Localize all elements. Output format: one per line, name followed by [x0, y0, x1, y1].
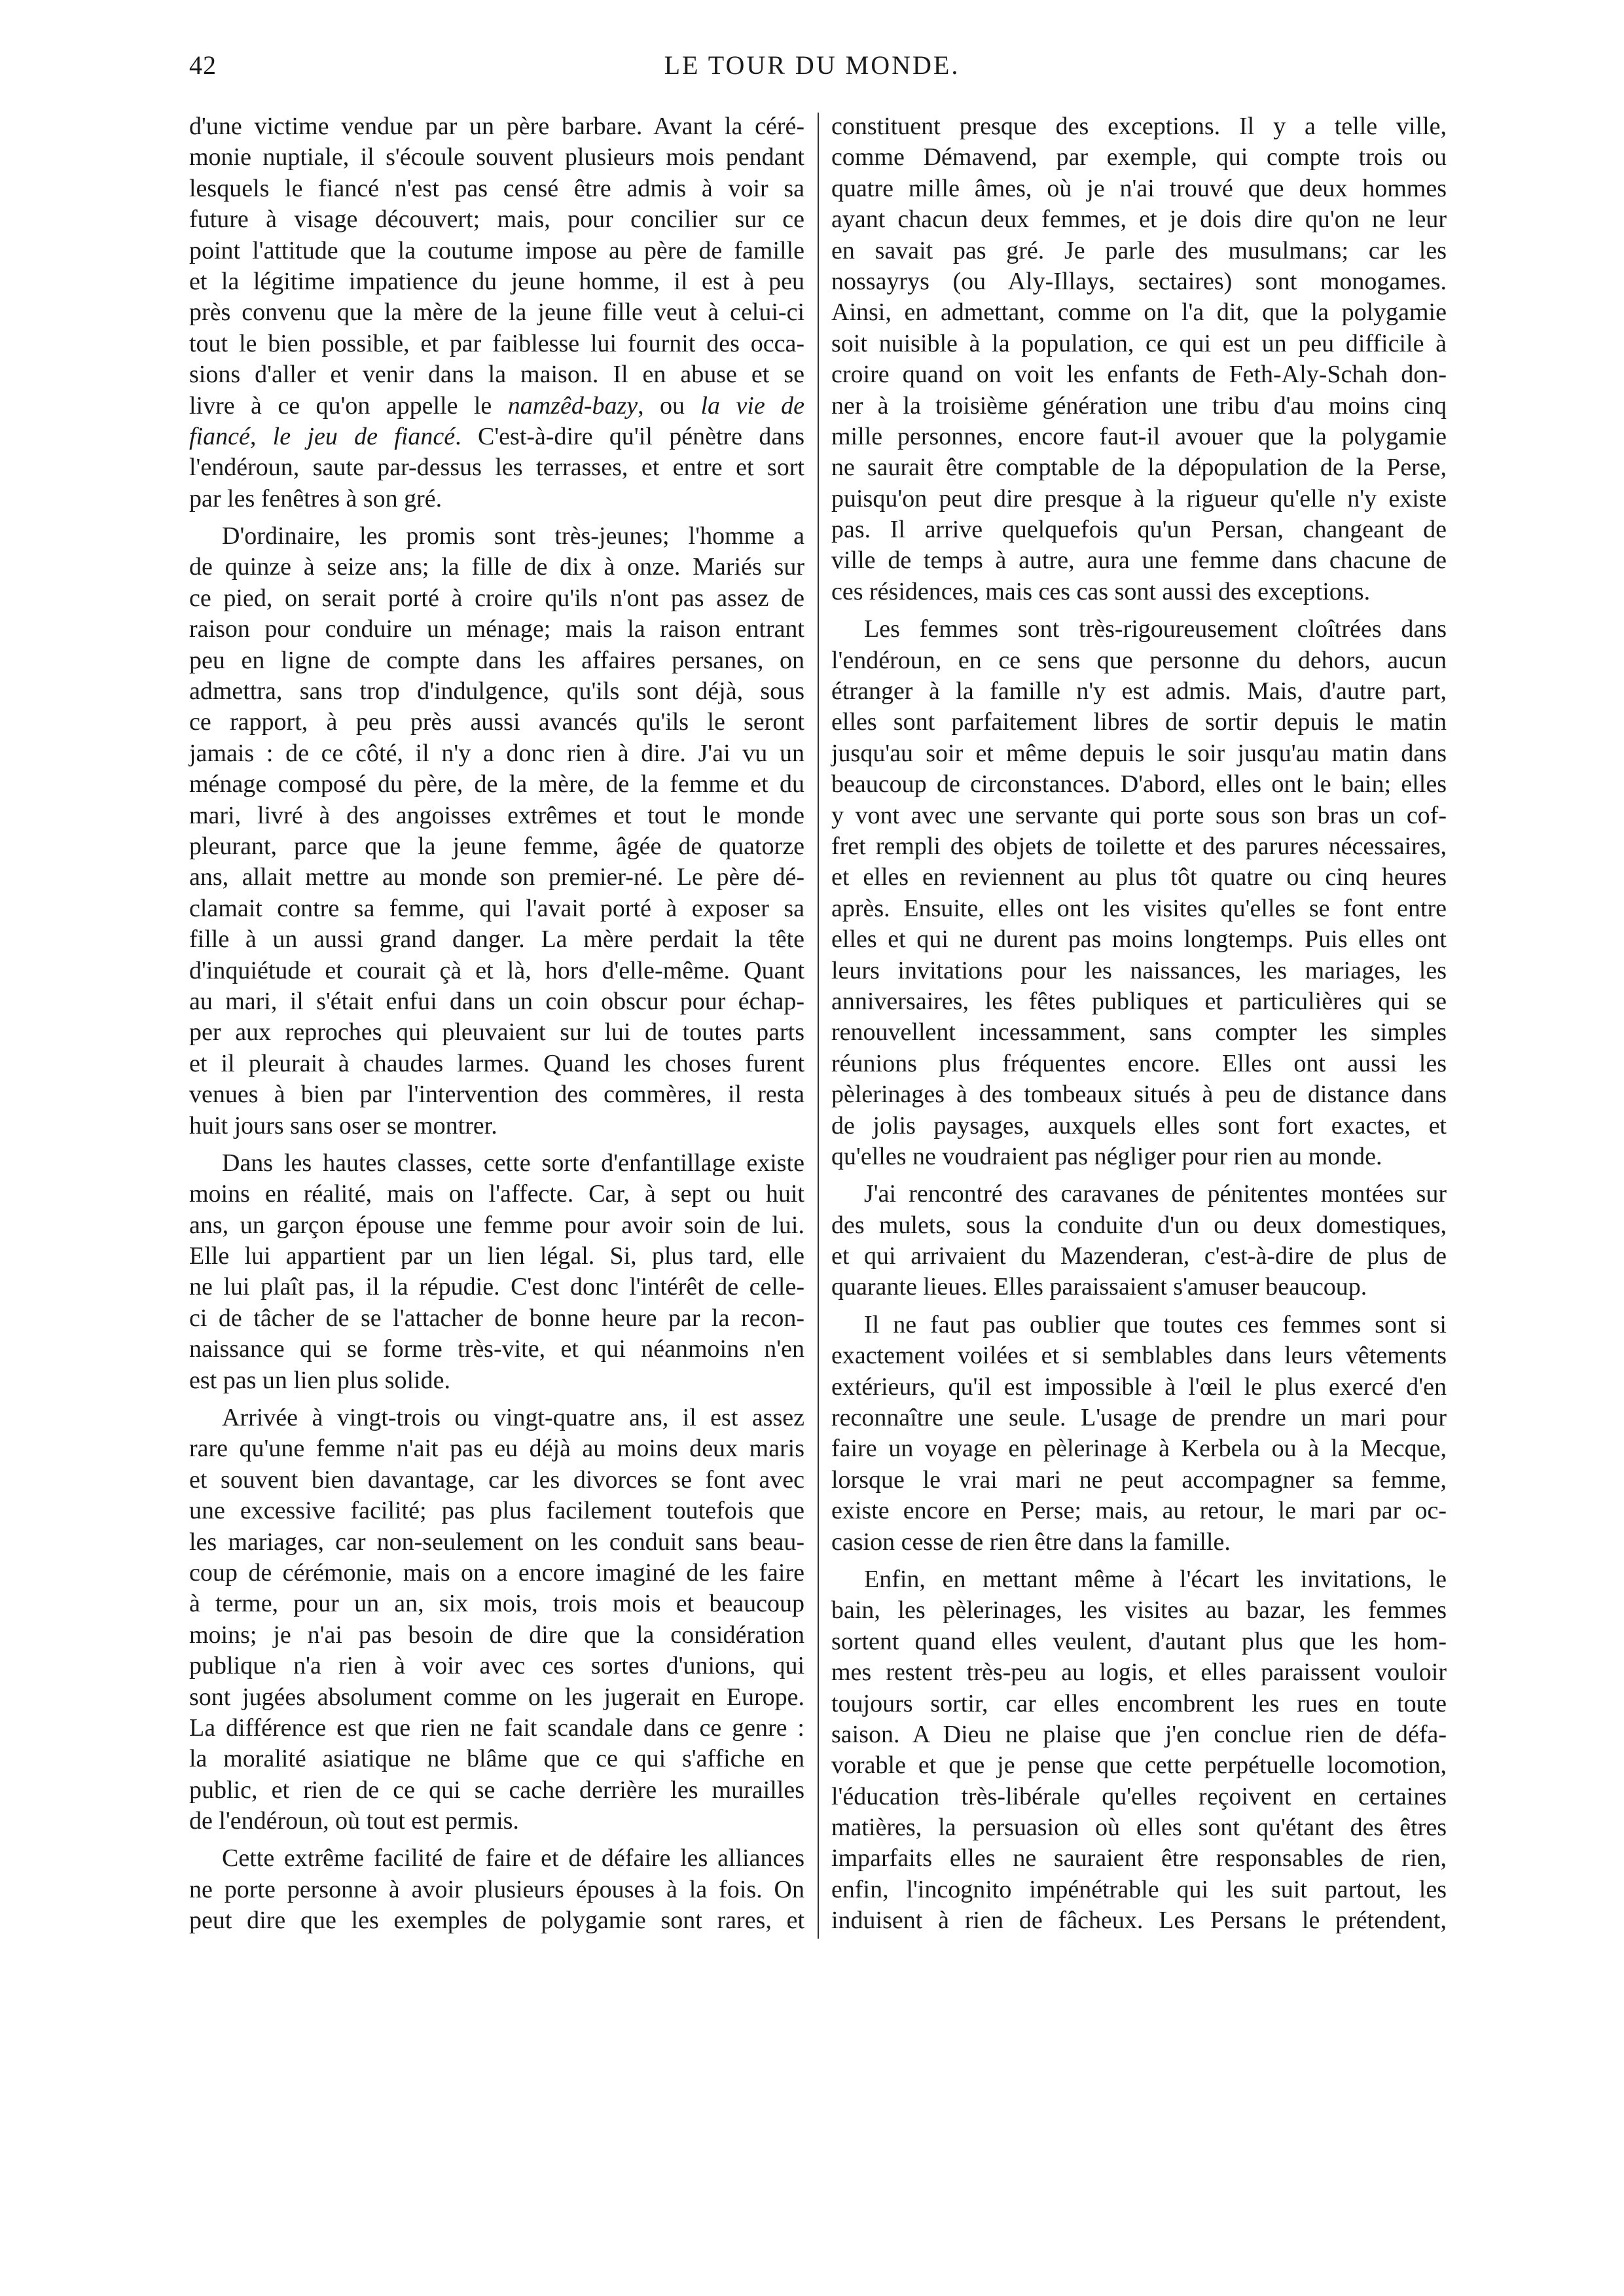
text-line-content: Elle lui appartient par un lien légal. Si, plus tard, elle: [189, 1242, 804, 1270]
text-line: [831, 1049, 1447, 1079]
text-line: [189, 1241, 804, 1272]
text-line-content: moins; je n'ai pas besoin de dire que la considération: [189, 1621, 804, 1649]
text-line-content: Dans les hautes classes, cette sorte d'enfantillage existe: [222, 1149, 804, 1177]
text-line: [189, 1403, 804, 1433]
text-line-content: reconnaître une seule. L'usage de prendre un mari pour: [831, 1404, 1447, 1432]
text-line-content: Arrivée à vingt-trois ou vingt-quatre ans, il est assez: [222, 1404, 804, 1432]
text-line: [831, 422, 1447, 452]
text-line-content: d'une victime vendue par un père barbare. Avant la céré-: [189, 113, 804, 140]
text-line: [189, 1365, 804, 1396]
text-line: [831, 266, 1447, 297]
text-line-content: ci de tâcher de se l'attacher de bonne heure par la recon-: [189, 1304, 804, 1332]
text-line: [831, 1843, 1447, 1874]
text-line: [189, 831, 804, 862]
text-line: [189, 738, 804, 769]
text-line-content: l'endéroun, saute par-dessus les terrasses, et entre et sort: [189, 454, 804, 482]
text-line: [831, 329, 1447, 359]
text-line: [189, 583, 804, 614]
text-line: [831, 831, 1447, 862]
text-line-content: ne porte personne à avoir plusieurs épouses à la fois. On: [189, 1875, 804, 1903]
text-line: [189, 1272, 804, 1302]
text-line: [189, 1682, 804, 1713]
text-line: [189, 329, 804, 359]
text-line: [189, 614, 804, 645]
text-line-content: soit nuisible à la population, ce qui est un peu difficile à: [831, 329, 1447, 357]
text-line-content: quatre mille âmes, où je n'ai trouvé que deux hommes: [831, 174, 1447, 202]
text-line: [189, 1334, 804, 1365]
text-line: [831, 1812, 1447, 1843]
text-line-content: la moralité asiatique ne blâme que ce qui s'affiche en: [189, 1745, 804, 1773]
text-line-content: extérieurs, qu'il est impossible à l'œil le plus exercé d'en: [831, 1372, 1447, 1401]
text-line-content: elles et qui ne durent pas moins longtemps. Puis elles ont: [831, 925, 1447, 954]
text-line: [831, 645, 1447, 676]
text-line: [831, 956, 1447, 986]
text-segment: . C'est-à-dire qu'il pénètre dans: [455, 422, 804, 450]
text-line: [189, 1017, 804, 1048]
text-line-content: peu en ligne de compte dans les affaires persanes, on: [189, 646, 804, 674]
text-line: [831, 1527, 1447, 1558]
paragraph: [189, 111, 804, 514]
paragraph: [189, 1843, 804, 1936]
text-line: [831, 1657, 1447, 1688]
text-line-content: ville de temps à autre, aura une femme dans chacune de: [831, 547, 1447, 575]
text-line: [189, 359, 804, 390]
text-line: [189, 1148, 804, 1179]
text-line: [831, 1496, 1447, 1526]
text-line: [831, 1433, 1447, 1464]
text-line-content: lesquels le fiancé n'est pas censé être admis à voir sa: [189, 174, 804, 202]
text-line: [831, 1689, 1447, 1719]
text-line: [831, 800, 1447, 831]
text-line: [831, 359, 1447, 390]
text-line-content: future à visage découvert; mais, pour concilier sur ce: [189, 206, 804, 234]
text-line: [831, 893, 1447, 924]
text-line: [831, 986, 1447, 1017]
text-line-content: leurs invitations pour les naissances, les mariages, les: [831, 956, 1447, 984]
text-line: [189, 1843, 804, 1874]
text-line: [189, 142, 804, 173]
text-line: [831, 1272, 1447, 1302]
text-line: [189, 1806, 804, 1837]
text-line: [189, 422, 804, 452]
text-line: [189, 1651, 804, 1681]
text-line-content: ce rapport, à peu près aussi avancés qu'ils le seront: [189, 708, 804, 736]
text-line: [831, 236, 1447, 266]
text-line: [831, 1141, 1447, 1172]
text-line-content: toujours sortir, car elles encombrent les rues en toute: [831, 1689, 1447, 1717]
column-divider: [818, 113, 819, 1939]
text-line-content: [189, 422, 804, 452]
text-line: [189, 1433, 804, 1464]
text-line: [189, 484, 804, 514]
text-line-content: peut dire que les exemples de polygamie sont rares, et: [189, 1907, 804, 1935]
text-line-content: exactement voilées et si semblables dans leurs vêtements: [831, 1342, 1447, 1370]
text-line-content: beaucoup de circonstances. D'abord, elles ont le bain; elles: [831, 770, 1447, 798]
text-line: [189, 266, 804, 297]
text-line: [831, 514, 1447, 545]
text-line: [189, 1588, 804, 1619]
text-line-content: enfin, l'incognito impénétrable qui les suit partout, les: [831, 1875, 1447, 1903]
text-line: [189, 956, 804, 986]
text-line-content: près convenu que la mère de la jeune fille veut à celui-ci: [189, 298, 804, 327]
text-line: [831, 1210, 1447, 1241]
text-line-content: renouvellent incessamment, sans compter les simples: [831, 1018, 1447, 1047]
text-line-content: La différence est que rien ne fait scandale dans ce genre :: [189, 1713, 804, 1742]
text-line: [831, 545, 1447, 576]
text-line-content: qu'elles ne voudraient pas négliger pour rien au monde.: [831, 1142, 1382, 1170]
text-line-content: moins en réalité, mais on l'affecte. Car, à sept ou huit: [189, 1180, 804, 1208]
text-line-content: ans, un garçon épouse une femme pour avoir soin de lui.: [189, 1211, 804, 1239]
text-line: [831, 1403, 1447, 1433]
text-line: [831, 676, 1447, 707]
text-line-content: point l'attitude que la coutume impose au père de famille: [189, 236, 804, 264]
text-line-content: est pas un lien plus solide.: [189, 1366, 450, 1394]
text-line-content: ans, allait mettre au monde son premier-né. Le père dé-: [189, 863, 804, 891]
text-line-content: sont jugées absolument comme on les jugerait en Europe.: [189, 1683, 804, 1711]
text-line: [831, 1595, 1447, 1626]
text-line: [831, 1372, 1447, 1403]
text-line: [189, 893, 804, 924]
text-line: [831, 738, 1447, 769]
text-line-content: et la légitime impatience du jeune homme, il est à peu: [189, 267, 804, 295]
text-line-content: sions d'aller et venir dans la maison. Il en abuse et se: [189, 361, 804, 389]
text-line: [831, 297, 1447, 328]
text-line-content: et qui arrivaient du Mazenderan, c'est-à-dire de plus de: [831, 1242, 1447, 1270]
text-line-content: fret rempli des objets de toilette et des parures nécessaires,: [831, 832, 1447, 860]
text-line-content: sortent quand elles veulent, d'autant plus que les hom-: [831, 1627, 1447, 1655]
text-line: [189, 297, 804, 328]
text-line-content: au mari, il s'était enfui dans un coin obscur pour échap-: [189, 987, 804, 1015]
text-line-content: ménage composé du père, de la mère, de la femme et du: [189, 770, 804, 798]
text-line-content: pas. Il arrive quelquefois qu'un Persan, changeant de: [831, 516, 1447, 544]
text-line-content: de l'endéroun, où tout est permis.: [189, 1807, 519, 1835]
text-line: [189, 986, 804, 1017]
text-line: [831, 1750, 1447, 1781]
text-line-content: clamait contre sa femme, qui l'avait porté à exposer sa: [189, 894, 804, 922]
italic-text: namzêd-bazy: [507, 391, 638, 420]
text-line-content: saison. A Dieu ne plaise que j'en conclue rien de défa-: [831, 1720, 1447, 1748]
text-line-content: D'ordinaire, les promis sont très-jeunes; l'homme a: [222, 522, 804, 550]
text-line-content: faire un voyage en pèlerinage à Kerbela ou à la Mecque,: [831, 1435, 1447, 1463]
text-line: [189, 391, 804, 422]
paragraph: [831, 1564, 1447, 1937]
text-line-content: mari, livré à des angoisses extrêmes et tout le monde: [189, 801, 804, 829]
text-line-content: raison pour conduire un ménage; mais la raison entrant: [189, 615, 804, 643]
text-line-content: ne lui plaît pas, il la répudie. C'est donc l'intérêt de celle-: [189, 1273, 804, 1301]
text-line: [189, 1049, 804, 1079]
text-line-content: existe encore en Perse; mais, au retour, le mari par oc-: [831, 1497, 1447, 1525]
text-line: [831, 452, 1447, 483]
text-line-content: et souvent bien davantage, car les divorces se font avec: [189, 1465, 804, 1494]
text-column-right: [831, 111, 1447, 1943]
text-line-content: nossayrys (ou Aly-Illays, sectaires) sont monogames.: [831, 267, 1447, 295]
running-title: LE TOUR DU MONDE.: [664, 50, 960, 80]
text-line-content: casion cesse de rien être dans la famille.: [831, 1528, 1231, 1556]
text-line-content: et il pleurait à chaudes larmes. Quand les choses furent: [189, 1049, 804, 1077]
italic-text: fiancé, le jeu de fiancé: [189, 422, 456, 450]
text-line: [189, 1303, 804, 1334]
text-line: [831, 1465, 1447, 1496]
page-number: 42: [189, 50, 217, 80]
text-line: [831, 1905, 1447, 1936]
text-line-content: imparfaits elles ne sauraient être responsables de rien,: [831, 1844, 1447, 1873]
text-line-content: publique n'a rien à voir avec ces sortes d'unions, qui: [189, 1652, 804, 1680]
paragraph: [831, 1310, 1447, 1558]
text-line-content: d'inquiétude et courait çà et là, hors d'elle-même. Quant: [189, 956, 804, 984]
text-line-content: admettra, sans trop d'indulgence, qu'ils sont déjà, sous: [189, 677, 804, 706]
text-line: [189, 236, 804, 266]
text-line: [831, 1626, 1447, 1657]
text-line-content: des mulets, sous la conduite d'un ou deux domestiques,: [831, 1211, 1447, 1239]
text-line: [189, 676, 804, 707]
text-line: [189, 645, 804, 676]
text-line-content: par les fenêtres à son gré.: [189, 484, 442, 512]
text-line-content: Il ne faut pas oublier que toutes ces femmes sont si: [864, 1310, 1447, 1338]
text-line-content: naissance qui se forme très-vite, et qui néanmoins n'en: [189, 1335, 804, 1363]
text-line: [189, 1620, 804, 1651]
text-line-content: coup de cérémonie, mais on a encore imaginé de les faire: [189, 1558, 804, 1587]
text-line: [189, 204, 804, 235]
text-line: [831, 769, 1447, 800]
text-line-content: puisqu'on peut dire presque à la rigueur qu'elle n'y existe: [831, 484, 1447, 512]
text-line: [189, 1111, 804, 1141]
text-line-content: ne saurait être comptable de la dépopulation de la Perse,: [831, 454, 1447, 482]
text-line: [831, 1340, 1447, 1371]
text-line: [189, 924, 804, 955]
text-line-content: Ainsi, en admettant, comme on l'a dit, que la polygamie: [831, 298, 1447, 327]
text-line: [831, 173, 1447, 204]
text-line-content: ce pied, on serait porté à croire qu'ils n'ont pas assez de: [189, 584, 804, 612]
text-line-content: y vont avec une servante qui porte sous son bras un cof-: [831, 801, 1447, 829]
text-line: [189, 769, 804, 800]
text-line-content: à terme, pour un an, six mois, trois mois et beaucoup: [189, 1590, 804, 1618]
text-line: [189, 552, 804, 583]
text-line-content: et elles en reviennent au plus tôt quatre ou cinq heures: [831, 863, 1447, 891]
text-line-content: constituent presque des exceptions. Il y a telle ville,: [831, 113, 1447, 140]
text-line-content: étranger à la famille n'y est admis. Mais, d'autre part,: [831, 677, 1447, 706]
text-line: [831, 1079, 1447, 1110]
text-line-content: Les femmes sont très-rigoureusement cloîtrées dans: [864, 615, 1447, 643]
text-line-content: huit jours sans oser se montrer.: [189, 1111, 497, 1139]
text-line-content: en savait pas gré. Je parle des musulmans; car les: [831, 236, 1447, 264]
text-line-content: monie nuptiale, il s'écoule souvent plusieurs mois pendant: [189, 143, 804, 171]
text-line: [831, 1782, 1447, 1812]
text-segment: livre à ce qu'on appelle le: [189, 391, 508, 420]
text-line-content: une excessive facilité; pas plus facilement toutefois que: [189, 1497, 804, 1525]
text-line: [189, 1210, 804, 1241]
text-line: [831, 1564, 1447, 1595]
text-line: [831, 1241, 1447, 1272]
text-line: [189, 1874, 804, 1905]
text-line: [831, 142, 1447, 173]
text-line-content: ayant chacun deux femmes, et je dois dire qu'on ne leur: [831, 206, 1447, 234]
text-line-content: jamais : de ce côté, il n'y a donc rien à dire. J'ai vu un: [189, 739, 804, 767]
text-line: [831, 391, 1447, 422]
paragraph: [831, 111, 1447, 607]
text-line-content: ces résidences, mais ces cas sont aussi des exceptions.: [831, 577, 1371, 605]
text-line: [831, 204, 1447, 235]
text-line: [831, 614, 1447, 645]
italic-text: la vie de: [700, 391, 805, 420]
text-line: [189, 862, 804, 893]
text-line-content: public, et rien de ce qui se cache derrière les murailles: [189, 1776, 804, 1804]
text-line: [189, 1905, 804, 1936]
text-line-content: ner à la troisième génération une tribu d'au moins cinq: [831, 391, 1447, 420]
text-line-content: vorable et que je pense que cette perpétuelle locomotion,: [831, 1751, 1447, 1780]
paragraph: [189, 1403, 804, 1837]
text-line-content: croire quand on voit les enfants de Feth-Aly-Schah don-: [831, 361, 1447, 389]
text-line: [189, 1496, 804, 1526]
text-line-content: quarante lieues. Elles paraissaient s'amuser beaucoup.: [831, 1273, 1367, 1301]
text-line-content: l'éducation très-libérale qu'elles reçoivent en certaines: [831, 1782, 1447, 1810]
text-line: [189, 452, 804, 483]
text-line: [189, 1713, 804, 1744]
text-line: [189, 521, 804, 552]
text-line: [831, 1874, 1447, 1905]
text-line-content: elles sont parfaitement libres de sortir depuis le matin: [831, 708, 1447, 736]
text-line-content: matières, la persuasion où elles sont qu'étant des êtres: [831, 1814, 1447, 1842]
text-line: [189, 1775, 804, 1806]
text-line-content: Cette extrême facilité de faire et de défaire les alliances: [222, 1844, 804, 1873]
text-line-content: pleurant, parce que la jeune femme, âgée de quatorze: [189, 832, 804, 860]
text-line-content: jusqu'au soir et même depuis le soir jusqu'au matin dans: [831, 739, 1447, 767]
text-line-content: [189, 391, 804, 422]
paragraph: [189, 1148, 804, 1396]
text-line: [831, 924, 1447, 955]
text-segment: , ou: [638, 391, 701, 420]
text-line-content: comme Démavend, par exemple, qui compte trois ou: [831, 143, 1447, 171]
paragraph: [189, 521, 804, 1141]
text-line: [831, 1719, 1447, 1750]
text-line-content: tout le bien possible, et par faiblesse lui fournit des occa-: [189, 329, 804, 357]
text-line: [831, 111, 1447, 142]
text-column-left: [189, 111, 804, 1943]
text-line-content: venues à bien par l'intervention des commères, il resta: [189, 1081, 804, 1109]
text-line-content: bain, les pèlerinages, les visites au bazar, les femmes: [831, 1596, 1447, 1624]
text-line-content: fille à un aussi grand danger. La mère perdait la tête: [189, 925, 804, 954]
text-line: [189, 707, 804, 738]
text-line-content: après. Ensuite, elles ont les visites qu'elles se font entre: [831, 894, 1447, 922]
text-line-content: l'endéroun, en ce sens que personne du dehors, aucun: [831, 646, 1447, 674]
text-line: [189, 1527, 804, 1558]
text-line-content: rare qu'une femme n'ait pas eu déjà au moins deux maris: [189, 1435, 804, 1463]
text-line: [831, 1111, 1447, 1141]
text-line-content: anniversaires, les fêtes publiques et particulières qui se: [831, 987, 1447, 1015]
text-line: [189, 1179, 804, 1210]
text-line-content: mille personnes, encore faut-il avouer que la polygamie: [831, 422, 1447, 450]
text-line-content: lorsque le vrai mari ne peut accompagner sa femme,: [831, 1465, 1447, 1494]
paragraph: [831, 1179, 1447, 1303]
text-line-content: de jolis paysages, auxquels elles sont fort exactes, et: [831, 1111, 1447, 1139]
text-line: [831, 862, 1447, 893]
text-line: [831, 1017, 1447, 1048]
text-line: [831, 1310, 1447, 1340]
text-line: [831, 707, 1447, 738]
text-line-content: les mariages, car non-seulement on les conduit sans beau-: [189, 1528, 804, 1556]
paragraph: [831, 614, 1447, 1172]
text-line: [189, 111, 804, 142]
text-line-content: réunions plus fréquentes encore. Elles ont aussi les: [831, 1049, 1447, 1077]
text-line: [189, 800, 804, 831]
text-line-content: Enfin, en mettant même à l'écart les invitations, le: [864, 1565, 1447, 1593]
text-line: [189, 1079, 804, 1110]
text-line: [189, 1465, 804, 1496]
text-line-content: J'ai rencontré des caravanes de pénitentes montées sur: [864, 1180, 1447, 1208]
text-line-content: mes restent très-peu au logis, et elles paraissent vouloir: [831, 1659, 1447, 1687]
text-line: [189, 1744, 804, 1774]
text-line-content: de quinze à seize ans; la fille de dix à onze. Mariés sur: [189, 553, 804, 581]
text-line-content: induisent à rien de fâcheux. Les Persans le prétendent,: [831, 1907, 1447, 1935]
text-line-content: pèlerinages à des tombeaux situés à peu de distance dans: [831, 1081, 1447, 1109]
text-line-content: per aux reproches qui pleuvaient sur lui de toutes parts: [189, 1018, 804, 1047]
text-line: [831, 1179, 1447, 1210]
text-line: [831, 484, 1447, 514]
text-line: [831, 577, 1447, 607]
text-line: [189, 1558, 804, 1588]
text-line: [189, 173, 804, 204]
